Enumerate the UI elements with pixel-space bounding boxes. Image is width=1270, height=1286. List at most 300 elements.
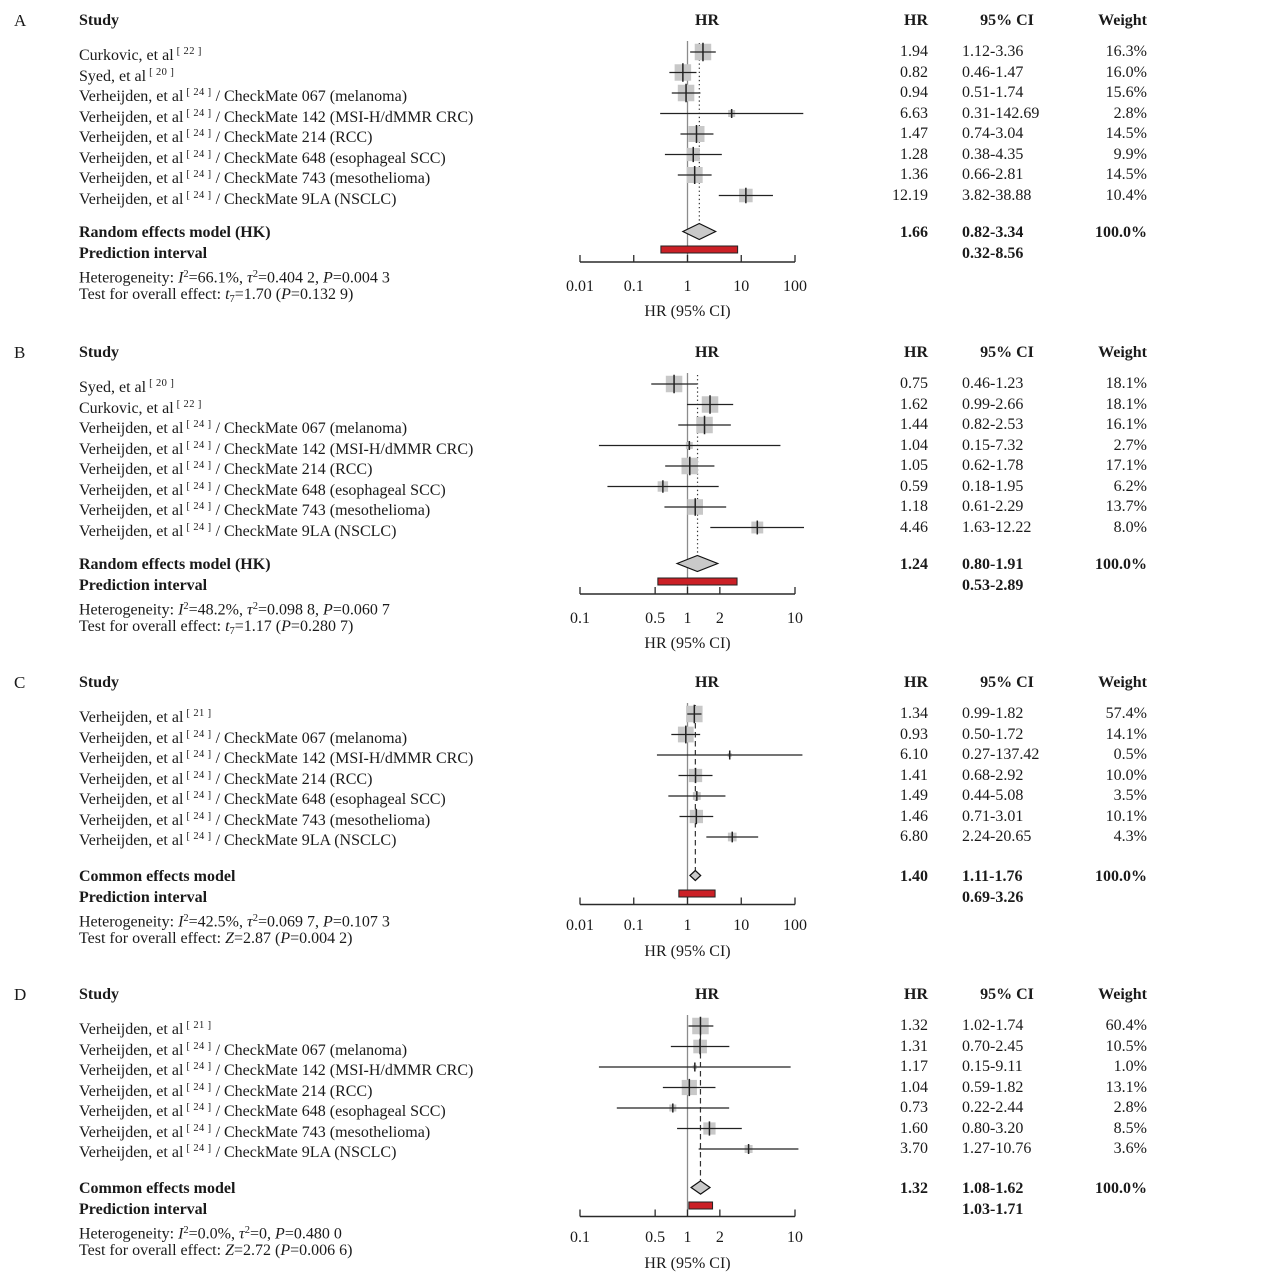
panel-c: [0, 662, 1270, 974]
study-label: [79, 704, 549, 724]
study-reference: [ 24 ]: [186, 769, 212, 781]
text-segment: Z: [225, 930, 234, 947]
prediction-interval-label: Prediction interval: [79, 244, 208, 262]
text-segment: P: [280, 930, 291, 947]
hr-column-header: HR: [904, 344, 928, 361]
study-label: [79, 766, 549, 786]
weight-value: 10.4%: [1105, 186, 1147, 204]
hr-column-header: HR: [904, 674, 928, 691]
model-label: Random effects model (HK): [79, 555, 271, 573]
ci-value: 0.61-2.29: [962, 498, 1024, 515]
study-label: [79, 1119, 549, 1139]
weight-value: 16.3%: [1105, 43, 1147, 60]
study-label: [79, 165, 549, 185]
study-reference: [ 21 ]: [186, 1020, 212, 1031]
heterogeneity-line: [79, 1221, 342, 1241]
pooled-diamond: [690, 871, 701, 881]
axis-tick-label: 10: [787, 609, 803, 627]
study-detail: / CheckMate 067 (melanoma): [215, 420, 408, 437]
panel-b: [0, 332, 1270, 662]
weight-value: 2.8%: [1113, 1099, 1147, 1116]
axis-tick-label: 10: [787, 1229, 803, 1246]
hr-value: 1.34: [900, 705, 928, 722]
study-name: Verheijden, et al: [79, 170, 184, 187]
hr-value: 1.32: [900, 1017, 928, 1034]
ci-value: 0.99-2.66: [962, 395, 1024, 413]
hr-value: 1.46: [900, 807, 928, 825]
model-hr-value: 1.40: [900, 867, 928, 885]
study-label: [79, 1139, 549, 1159]
ci-value: 0.99-1.82: [962, 705, 1024, 722]
study-reference: [ 24 ]: [186, 419, 212, 430]
weight-column-header: Weight: [1098, 674, 1147, 691]
forest-plot: [520, 698, 850, 915]
text-segment: τ: [239, 1225, 245, 1242]
model-label: Random effects model (HK): [79, 223, 271, 241]
study-label: [79, 1037, 549, 1057]
ci-value: 0.46-1.47: [962, 63, 1024, 81]
ci-value: 0.66-2.81: [962, 166, 1024, 183]
text-segment: 2: [252, 912, 258, 924]
study-label: [79, 374, 549, 394]
prediction-interval-bar: [689, 1202, 713, 1209]
prediction-ci-value: 0.69-3.26: [962, 888, 1024, 906]
study-name: Verheijden, et al: [79, 770, 184, 788]
forest-plot: [520, 36, 850, 272]
text-segment: t: [225, 618, 230, 635]
study-label: [79, 436, 549, 456]
axis-label: HR (95% CI): [644, 635, 731, 652]
prediction-interval-bar: [658, 578, 737, 585]
text-segment: =0.0%,: [188, 1225, 240, 1242]
study-detail: / CheckMate 214 (RCC): [215, 129, 373, 146]
model-weight-value: 100.0%: [1095, 1179, 1147, 1197]
study-name: Curkovic, et al: [79, 47, 174, 64]
study-name: Verheijden, et al: [79, 811, 184, 829]
study-name: Verheijden, et al: [79, 1062, 184, 1079]
ci-value: 0.71-3.01: [962, 807, 1024, 825]
ci-value: 0.74-3.04: [962, 125, 1024, 142]
hr-column-header: HR: [904, 12, 928, 29]
prediction-ci-value: 0.53-2.89: [962, 576, 1024, 594]
study-label: [79, 395, 549, 415]
study-detail: / CheckMate 067 (melanoma): [215, 88, 408, 105]
ci-value: 0.80-3.20: [962, 1119, 1024, 1137]
text-segment: τ: [247, 269, 253, 287]
study-reference: [ 24 ]: [186, 1102, 212, 1113]
text-segment: P: [281, 286, 291, 303]
study-reference: [ 24 ]: [186, 501, 212, 512]
prediction-interval-label: Prediction interval: [79, 1200, 208, 1218]
study-name: Verheijden, et al: [79, 522, 184, 540]
text-segment: 2: [244, 1224, 250, 1236]
text-segment: =1.70 (: [234, 286, 282, 303]
study-name: Verheijden, et al: [79, 502, 184, 519]
study-detail: / CheckMate 9LA (NSCLC): [215, 832, 397, 849]
axis-tick-label: 0.1: [623, 917, 644, 934]
ci-value: 3.82-38.88: [962, 186, 1032, 204]
text-segment: Z: [225, 1242, 234, 1259]
hr-value: 1.60: [900, 1119, 928, 1137]
hr-value: 0.82: [900, 63, 928, 81]
pooled-diamond: [691, 1181, 710, 1194]
study-detail: / CheckMate 067 (melanoma): [215, 1041, 408, 1059]
axis-tick-label: 0.1: [623, 277, 644, 295]
text-segment: P: [323, 601, 333, 619]
study-label: [79, 42, 549, 62]
study-name: Syed, et al: [79, 67, 147, 85]
model-label: Common effects model: [79, 1179, 236, 1197]
study-detail: / CheckMate 648 (esophageal SCC): [215, 481, 446, 499]
text-segment: =66.1%,: [188, 269, 248, 287]
axis-tick-label: 1: [683, 1229, 692, 1246]
study-reference: [ 20 ]: [149, 66, 175, 78]
study-detail: / CheckMate 214 (RCC): [215, 461, 373, 478]
text-segment: Test for overall effect:: [79, 286, 226, 303]
text-segment: =48.2%,: [188, 601, 248, 619]
hr-value: 0.73: [900, 1099, 928, 1116]
weight-value: 15.6%: [1105, 84, 1147, 101]
ci-value: 0.50-1.72: [962, 725, 1024, 743]
model-weight-value: 100.0%: [1095, 223, 1147, 241]
overall-effect-test-line: [79, 285, 353, 305]
ci-column-header: 95% CI: [980, 12, 1034, 29]
study-column-header: Study: [79, 674, 120, 691]
ci-value: 0.82-2.53: [962, 416, 1024, 433]
hr-value: 0.94: [900, 84, 928, 101]
weight-value: 14.5%: [1105, 166, 1147, 183]
weight-column-header: Weight: [1098, 344, 1147, 361]
study-detail: / CheckMate 9LA (NSCLC): [215, 190, 397, 208]
hr-value: 0.59: [900, 477, 928, 495]
study-reference: [ 24 ]: [186, 790, 212, 801]
weight-value: 10.1%: [1105, 807, 1147, 825]
axis-label: HR (95% CI): [644, 1254, 731, 1272]
study-name: Verheijden, et al: [79, 420, 184, 437]
study-name: Verheijden, et al: [79, 108, 184, 126]
pooled-diamond: [677, 556, 718, 572]
axis-tick-label: 10: [733, 277, 750, 295]
weight-value: 2.8%: [1113, 104, 1147, 122]
weight-value: 3.5%: [1113, 787, 1147, 804]
prediction-interval-bar: [661, 246, 738, 253]
weight-value: 8.5%: [1113, 1119, 1147, 1137]
hr-value: 1.49: [900, 787, 928, 804]
study-label: [79, 745, 549, 765]
study-name: Verheijden, et al: [79, 1144, 184, 1161]
hr-value: 1.36: [900, 166, 928, 183]
panel-letter: B: [14, 343, 26, 362]
model-ci-value: 0.82-3.34: [962, 223, 1024, 241]
study-reference: [ 21 ]: [186, 708, 212, 719]
study-label: [79, 104, 549, 124]
study-name: Verheijden, et al: [79, 1082, 184, 1100]
weight-value: 14.5%: [1105, 125, 1147, 142]
study-reference: [ 24 ]: [186, 1061, 212, 1072]
axis-tick-label: 0.01: [566, 917, 594, 934]
ci-value: 1.27-10.76: [962, 1140, 1032, 1157]
study-detail: / CheckMate 648 (esophageal SCC): [215, 791, 446, 808]
study-column-header: Study: [79, 12, 120, 29]
text-segment: Test for overall effect:: [79, 1242, 226, 1259]
weight-value: 14.1%: [1105, 725, 1147, 743]
study-reference: [ 24 ]: [186, 810, 212, 822]
text-segment: 2: [183, 912, 189, 924]
model-ci-value: 1.08-1.62: [962, 1179, 1024, 1197]
study-label: [79, 186, 549, 206]
axis-tick-label: 0.5: [645, 609, 666, 627]
text-segment: =1.17 (: [234, 618, 282, 635]
ci-value: 0.59-1.82: [962, 1078, 1024, 1096]
study-detail: / CheckMate 648 (esophageal SCC): [215, 149, 446, 167]
hr-value: 1.17: [900, 1058, 928, 1075]
text-segment: =0.060 7: [332, 601, 390, 619]
model-label: Common effects model: [79, 867, 236, 885]
study-label: [79, 497, 549, 517]
study-detail: / CheckMate 9LA (NSCLC): [215, 522, 397, 540]
study-name: Verheijden, et al: [79, 1123, 184, 1141]
panel-letter: A: [14, 11, 27, 30]
study-label: [79, 456, 549, 476]
study-label: [79, 786, 549, 806]
weight-value: 13.1%: [1105, 1078, 1147, 1096]
hr-value: 1.05: [900, 457, 928, 474]
study-detail: / CheckMate 743 (mesothelioma): [215, 811, 431, 829]
overall-effect-test-line: [79, 617, 353, 637]
text-segment: I: [178, 1225, 184, 1242]
text-segment: =2.72 (: [233, 1242, 281, 1259]
model-hr-value: 1.32: [900, 1179, 928, 1197]
study-label: [79, 807, 549, 827]
study-detail: / CheckMate 142 (MSI-H/dMMR CRC): [215, 1062, 474, 1079]
model-hr-value: 1.24: [900, 555, 928, 573]
study-name: Verheijden, et al: [79, 190, 184, 208]
weight-value: 3.6%: [1113, 1140, 1147, 1157]
study-reference: [ 24 ]: [186, 1081, 212, 1093]
ci-column-header: 95% CI: [980, 344, 1034, 361]
text-segment: =0.404 2,: [258, 269, 324, 287]
text-segment: P: [280, 1242, 291, 1259]
axis-tick-label: 0.1: [570, 609, 590, 627]
ci-value: 0.27-137.42: [962, 746, 1040, 763]
ci-value: 0.46-1.23: [962, 375, 1024, 392]
ci-value: 1.12-3.36: [962, 43, 1024, 60]
hr-value: 1.62: [900, 395, 928, 413]
model-ci-value: 0.80-1.91: [962, 555, 1024, 573]
panel-a: [0, 0, 1270, 332]
model-weight-value: 100.0%: [1095, 555, 1147, 573]
study-reference: [ 24 ]: [186, 169, 212, 180]
text-segment: P: [323, 913, 333, 930]
study-reference: [ 24 ]: [186, 480, 212, 492]
text-segment: t: [225, 286, 230, 303]
text-segment: τ: [247, 601, 253, 619]
plot-title: HR: [695, 344, 719, 361]
study-name: Verheijden, et al: [79, 88, 184, 105]
text-segment: P: [323, 269, 333, 287]
text-segment: =0.480 0: [284, 1225, 342, 1242]
forest-plot: [520, 368, 850, 604]
hr-value: 1.31: [900, 1037, 928, 1055]
weight-value: 13.7%: [1105, 498, 1147, 515]
ci-value: 0.38-4.35: [962, 145, 1024, 163]
study-detail: / CheckMate 648 (esophageal SCC): [215, 1103, 446, 1120]
ci-column-header: 95% CI: [980, 986, 1034, 1003]
ci-value: 0.51-1.74: [962, 84, 1024, 101]
ci-value: 0.70-2.45: [962, 1037, 1024, 1055]
hr-value: 0.75: [900, 375, 928, 392]
text-segment: Heterogeneity:: [79, 1225, 179, 1242]
axis-label: HR (95% CI): [644, 942, 731, 960]
study-reference: [ 24 ]: [186, 128, 212, 139]
text-segment: =0.280 7): [290, 618, 354, 635]
hr-value: 6.63: [900, 104, 928, 122]
axis-tick-label: 1: [683, 609, 692, 627]
text-segment: Test for overall effect:: [79, 618, 226, 635]
study-reference: [ 24 ]: [186, 189, 212, 201]
hr-value: 0.93: [900, 725, 928, 743]
study-reference: [ 24 ]: [186, 148, 212, 160]
study-detail: / CheckMate 142 (MSI-H/dMMR CRC): [215, 108, 474, 126]
panel-d: [0, 974, 1270, 1286]
study-name: Syed, et al: [79, 379, 147, 396]
study-reference: [ 20 ]: [149, 378, 175, 389]
forest-plot: [520, 1010, 850, 1227]
study-name: Verheijden, et al: [79, 481, 184, 499]
weight-value: 17.1%: [1105, 457, 1147, 474]
study-name: Verheijden, et al: [79, 1041, 184, 1059]
weight-value: 1.0%: [1113, 1058, 1147, 1075]
axis-tick-label: 0.01: [566, 277, 594, 295]
study-reference: [ 24 ]: [186, 439, 212, 451]
study-label: [79, 1016, 549, 1036]
ci-value: 1.02-1.74: [962, 1017, 1024, 1034]
study-detail: / CheckMate 067 (melanoma): [215, 729, 408, 747]
ci-value: 0.62-1.78: [962, 457, 1024, 474]
ci-value: 2.24-20.65: [962, 828, 1032, 845]
weight-column-header: Weight: [1098, 986, 1147, 1003]
weight-value: 18.1%: [1105, 395, 1147, 413]
study-name: Verheijden, et al: [79, 1021, 184, 1038]
study-label: [79, 415, 549, 435]
study-name: Verheijden, et al: [79, 440, 184, 458]
text-segment: P: [275, 1225, 285, 1242]
weight-column-header: Weight: [1098, 12, 1147, 29]
ci-value: 0.22-2.44: [962, 1099, 1024, 1116]
text-segment: τ: [247, 913, 253, 930]
text-segment: I: [178, 913, 184, 930]
axis-tick-label: 100: [783, 917, 807, 934]
study-label: [79, 83, 549, 103]
study-label: [79, 827, 549, 847]
text-segment: =0.006 6): [290, 1242, 353, 1259]
axis-tick-label: 10: [733, 917, 750, 934]
text-segment: 7: [229, 626, 235, 637]
study-reference: [ 24 ]: [186, 1122, 212, 1134]
study-detail: / CheckMate 142 (MSI-H/dMMR CRC): [215, 750, 474, 767]
study-name: Verheijden, et al: [79, 791, 184, 808]
study-detail: / CheckMate 743 (mesothelioma): [215, 170, 431, 187]
weight-value: 16.1%: [1105, 416, 1147, 433]
hr-value: 6.80: [900, 828, 928, 845]
prediction-ci-value: 1.03-1.71: [962, 1200, 1024, 1218]
plot-title: HR: [695, 12, 719, 29]
overall-effect-test-line: [79, 929, 352, 949]
text-segment: I: [178, 601, 184, 619]
text-segment: =2.87 (: [233, 930, 281, 947]
study-name: Verheijden, et al: [79, 832, 184, 849]
study-column-header: Study: [79, 986, 120, 1003]
study-reference: [ 24 ]: [186, 460, 212, 471]
study-label: [79, 1057, 549, 1077]
study-name: Verheijden, et al: [79, 461, 184, 478]
text-segment: 2: [183, 601, 189, 612]
text-segment: =0.004 3: [332, 269, 390, 287]
study-reference: [ 24 ]: [186, 521, 212, 533]
ci-value: 0.18-1.95: [962, 477, 1024, 495]
hr-value: 1.04: [900, 1078, 928, 1096]
hr-value: 1.04: [900, 436, 928, 454]
model-hr-value: 1.66: [900, 223, 928, 241]
axis-tick-label: 0.5: [645, 1229, 666, 1246]
hr-value: 12.19: [892, 186, 928, 204]
ci-value: 0.31-142.69: [962, 104, 1040, 122]
axis-tick-label: 0.1: [570, 1229, 590, 1246]
study-label: [79, 145, 549, 165]
prediction-interval-label: Prediction interval: [79, 888, 208, 906]
ci-column-header: 95% CI: [980, 674, 1034, 691]
study-name: Verheijden, et al: [79, 750, 184, 767]
ci-value: 0.44-5.08: [962, 787, 1024, 804]
study-detail: / CheckMate 142 (MSI-H/dMMR CRC): [215, 440, 474, 458]
study-label: [79, 725, 549, 745]
weight-value: 16.0%: [1105, 63, 1147, 81]
plot-title: HR: [695, 674, 719, 691]
text-segment: =0.132 9): [290, 286, 354, 303]
study-reference: [ 24 ]: [186, 831, 212, 842]
heterogeneity-line: [79, 909, 390, 929]
study-reference: [ 24 ]: [186, 1143, 212, 1154]
text-segment: Heterogeneity:: [79, 913, 179, 930]
hr-value: 1.41: [900, 766, 928, 784]
hr-value: 6.10: [900, 746, 928, 763]
ci-value: 1.63-12.22: [962, 518, 1032, 536]
text-segment: =0.069 7,: [258, 913, 324, 930]
hr-value: 1.28: [900, 145, 928, 163]
study-label: [79, 477, 549, 497]
hr-value: 1.44: [900, 416, 928, 433]
study-label: [79, 518, 549, 538]
text-segment: =42.5%,: [188, 913, 248, 930]
study-detail: / CheckMate 214 (RCC): [215, 1082, 373, 1100]
study-name: Verheijden, et al: [79, 129, 184, 146]
overall-effect-test-line: [79, 1241, 352, 1261]
text-segment: Heterogeneity:: [79, 601, 179, 619]
study-reference: [ 24 ]: [186, 749, 212, 760]
text-segment: =0,: [250, 1225, 276, 1242]
weight-value: 4.3%: [1113, 828, 1147, 845]
study-name: Verheijden, et al: [79, 709, 184, 726]
ci-value: 0.68-2.92: [962, 766, 1024, 784]
prediction-interval-label: Prediction interval: [79, 576, 208, 594]
axis-tick-label: 2: [715, 1229, 724, 1246]
model-weight-value: 100.0%: [1095, 867, 1147, 885]
study-name: Verheijden, et al: [79, 1103, 184, 1120]
model-ci-value: 1.11-1.76: [962, 867, 1023, 885]
study-name: Verheijden, et al: [79, 729, 184, 747]
axis-label: HR (95% CI): [644, 303, 731, 320]
study-label: [79, 1098, 549, 1118]
